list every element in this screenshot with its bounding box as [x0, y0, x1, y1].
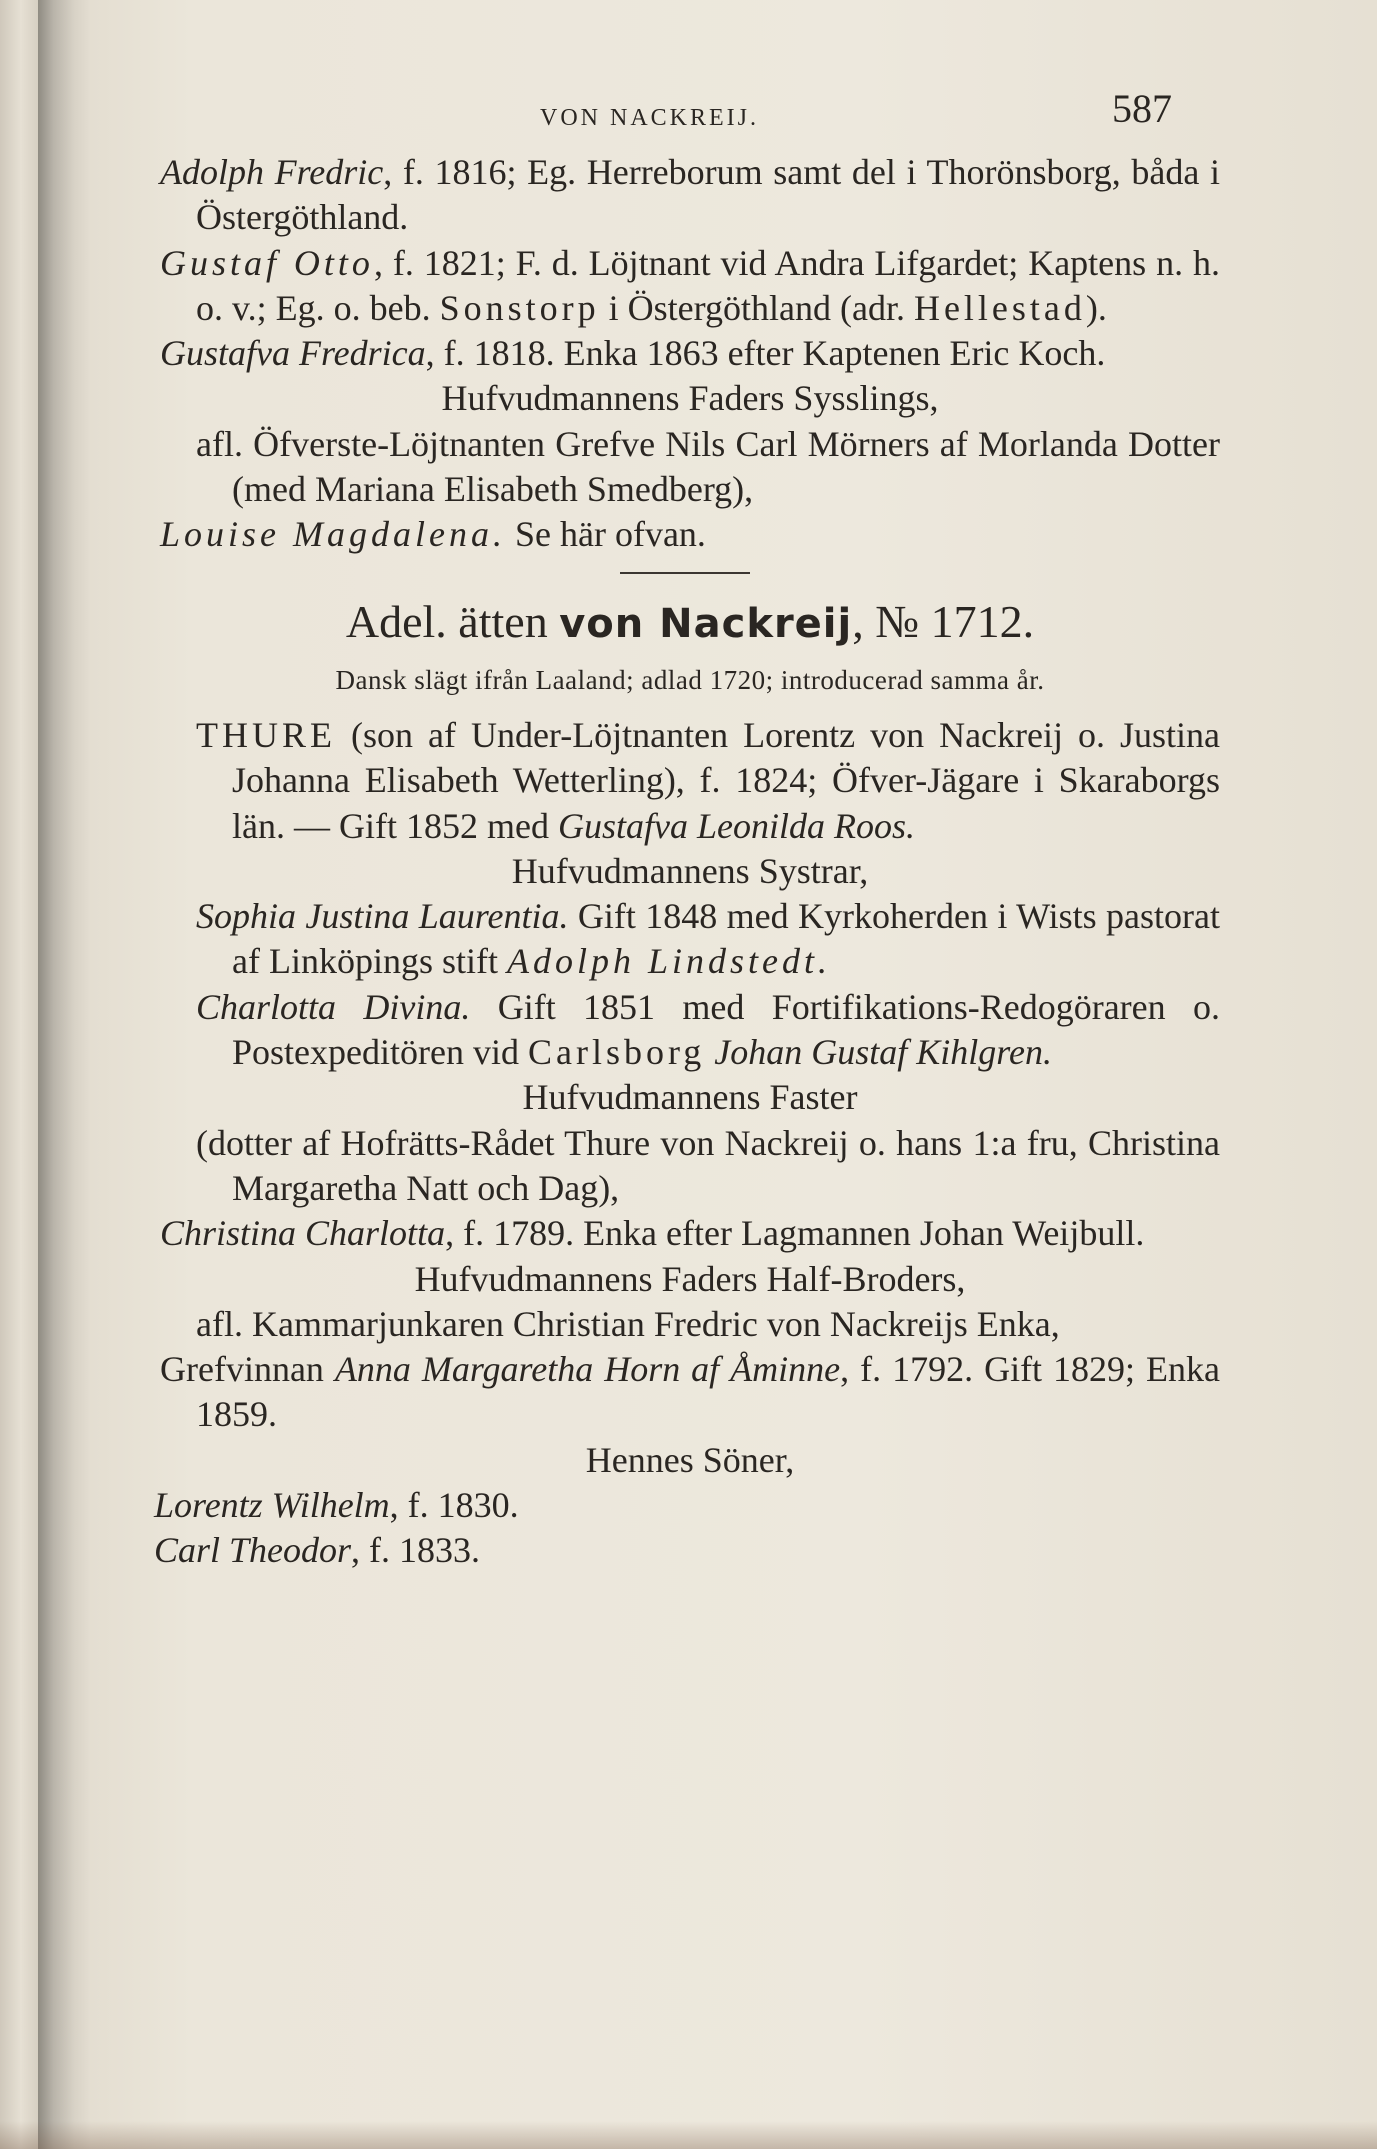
section-heading: Hufvudmannens Faders Half-Broders, [414, 1258, 966, 1299]
entry-text: Se här ofvan. [505, 514, 706, 555]
section-heading: Hufvudmannens Systrar, [511, 850, 869, 891]
entry-text: ). [1085, 287, 1107, 328]
spouse-name: Johan Gustaf Kihlgren. [705, 1032, 1052, 1073]
head-person-entry [160, 713, 1220, 849]
entry-text: i Östergöthland (adr. [599, 287, 914, 328]
left-page-edge [0, 0, 38, 2149]
entry-text: , f. 1821; F. d. Löjtnant vid Andra Lifgardet; Kaptens n. h. o. v.; Eg. o. beb. [196, 242, 1221, 328]
spouse-name: Gustafva Leonilda Roos. [557, 805, 915, 846]
entry-text: , f. 1818. Enka 1863 efter Kaptenen Eric Koch. [425, 333, 1106, 374]
entry-lorentz-wilhelm [154, 1483, 1220, 1528]
section-heading: Hufvudmannens Faders Sysslings, [441, 378, 939, 419]
entry-text: , f. 1792. Gift 1829; Enka 1859. [196, 1349, 1220, 1435]
person-name: Louise Magdalena. [160, 514, 506, 555]
entry-text: , f. 1833. [351, 1530, 481, 1571]
entry-christina-charlotta [160, 1211, 1220, 1256]
section-line: afl. Kammarjunkaren Christian Fredric von Nackreijs Enka, [196, 1303, 1060, 1344]
book-gutter [38, 0, 90, 2149]
spouse-name: Adolph Lindstedt. [506, 941, 831, 982]
family-title [160, 594, 1220, 652]
person-name: Gustafva Fredrica [160, 333, 426, 374]
entry-charlotta-divina [160, 985, 1220, 1076]
family-subtitle: Dansk slägt ifrån Laaland; adlad 1720; introducerad samma år. [335, 664, 1045, 695]
family-name: von Nackreij [559, 600, 853, 647]
head-person-name: THURE [196, 714, 336, 755]
family-title-prefix: Adel. ätten [345, 595, 560, 647]
person-name: Lorentz Wilhelm [154, 1485, 390, 1526]
page-number: 587 [1112, 86, 1172, 131]
divider-rule [620, 572, 750, 574]
family-number: , № 1712. [852, 595, 1035, 647]
place-name: Carlsborg [527, 1032, 706, 1073]
person-name: Adolph Fredric [160, 152, 384, 192]
running-title: VON NACKREIJ. [540, 105, 759, 131]
entry-louise-magdalena [160, 512, 1220, 557]
entry-text: , f. 1816; Eg. Herreborum samt del i Thorönsborg, båda i Östergöthland. [196, 152, 1220, 238]
section-line: (dotter af Hofrätts-Rådet Thure von Nackreij o. hans 1:a fru, Christina Margaretha Natt och Dag), [196, 1122, 1220, 1208]
section-heading: Hufvudmannens Faster [522, 1077, 858, 1118]
person-name: Carl Theodor [154, 1530, 352, 1571]
entry-gustafva-fredrica [160, 331, 1220, 376]
entry-text: Gift 1851 med Fortifikations-Redogöraren o. Postexpeditören vid [232, 986, 1220, 1073]
entry-text: Grefvinnan [160, 1349, 335, 1390]
entry-text: Gift 1848 med Kyrkoherden i Wists pastorat af Linköpings stift [232, 896, 1221, 982]
entry-adolph-fredric [160, 150, 1220, 241]
entry-text: (son af Under-Löjtnanten Lorentz von Nackreij o. Justina Johanna Elisabeth Wetterling), f. 1824; Öfver-Jägare i Skaraborgs län. — Gift 1852 med [232, 714, 1220, 846]
person-name: Christina Charlotta [160, 1213, 446, 1254]
page-header [160, 86, 1220, 144]
person-name: Anna Margaretha Horn af Åminne [334, 1349, 841, 1390]
place-name: Sonstorp [439, 287, 600, 328]
page-bottom-edge [0, 2121, 1377, 2149]
entry-anna-margaretha [160, 1347, 1220, 1438]
person-name: Charlotta Divina. [196, 986, 471, 1027]
section-heading: Hennes Söner, [585, 1439, 795, 1480]
person-name: Sophia Justina Laurentia. [196, 896, 569, 937]
entry-sophia-justina [160, 894, 1220, 985]
entry-text: , f. 1789. Enka efter Lagmannen Johan Weijbull. [445, 1213, 1145, 1254]
entry-text: , f. 1830. [389, 1485, 519, 1526]
place-name: Hellestad [913, 287, 1086, 328]
person-name: Gustaf Otto [160, 242, 374, 283]
entry-gustaf-otto [160, 241, 1220, 332]
page-content [154, 86, 1221, 1574]
section-line: afl. Öfverste-Löjtnanten Grefve Nils Carl Mörners af Morlanda Dotter (med Mariana Elisabeth Smedberg), [196, 423, 1220, 510]
entry-carl-theodor [154, 1528, 1220, 1573]
